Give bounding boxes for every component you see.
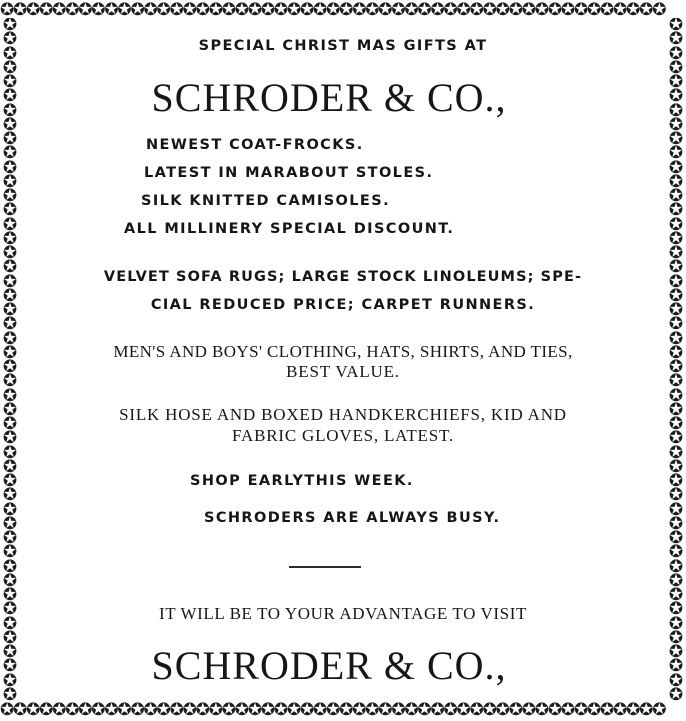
store-name-heading-top: SCHRODER & CO., [151,75,507,120]
furnishings-line-1: VELVET SOFA RUGS; LARGE STOCK LINOLEUMS; SPE- [103,269,583,285]
furnishings-line-2: CIAL REDUCED PRICE; CARPET RUNNERS. [150,297,536,313]
always-busy-line: SCHRODERS ARE ALWAYS BUSY. [204,510,501,526]
decorative-star-border-bottom: ✪✪✪✪✪✪✪✪✪✪✪✪✪✪✪✪✪✪✪✪✪✪✪✪✪✪✪✪✪✪✪✪✪✪✪✪✪✪✪✪✪✪✪✪✪✪✪✪✪✪✪ [0,700,666,720]
decorative-star-border-left: ✪ ✪ ✪ ✪ ✪ ✪ ✪ ✪ ✪ ✪ ✪ ✪ ✪ ✪ ✪ ✪ ✪ ✪ ✪ ✪ ✪ ✪ ✪ ✪ ✪ ✪ ✪ ✪ ✪ ✪ ✪ ✪ ✪ ✪ ✪ ✪ ✪ ✪ ✪ ✪ ✪ ✪ ✪ ✪ ✪ ✪ ✪ ✪ [2,18,18,702]
hosiery-line-2: FABRIC GLOVES, LATEST. [232,426,454,445]
item-marabout-stoles: LATEST IN MARABOUT STOLES. [144,165,434,181]
decorative-star-border-right: ✪ ✪ ✪ ✪ ✪ ✪ ✪ ✪ ✪ ✪ ✪ ✪ ✪ ✪ ✪ ✪ ✪ ✪ ✪ ✪ ✪ ✪ ✪ ✪ ✪ ✪ ✪ ✪ ✪ ✪ ✪ ✪ ✪ ✪ ✪ ✪ ✪ ✪ ✪ ✪ ✪ ✪ ✪ ✪ ✪ ✪ ✪ ✪ [668,18,684,702]
clothing-line-2: BEST VALUE. [286,362,400,381]
clothing-line-1: MEN'S AND BOYS' CLOTHING, HATS, SHIRTS, AND TIES, [113,342,573,361]
item-silk-camisoles: SILK KNITTED CAMISOLES. [141,193,390,209]
advantage-line: IT WILL BE TO YOUR ADVANTAGE TO VISIT [159,604,527,623]
store-name-heading-bottom: SCHRODER & CO., [151,643,507,688]
shop-early-line: SHOP EARLYTHIS WEEK. [190,473,414,489]
intro-line: SPECIAL CHRIST MAS GIFTS AT [198,38,488,54]
divider-rule [289,566,361,568]
decorative-star-border-top: ✪✪✪✪✪✪✪✪✪✪✪✪✪✪✪✪✪✪✪✪✪✪✪✪✪✪✪✪✪✪✪✪✪✪✪✪✪✪✪✪✪✪✪✪✪✪✪✪✪✪✪ [0,0,666,20]
hosiery-line-1: SILK HOSE AND BOXED HANDKERCHIEFS, KID AND [119,405,567,424]
item-millinery-discount: ALL MILLINERY SPECIAL DISCOUNT. [124,221,455,237]
item-coat-frocks: NEWEST COAT-FROCKS. [146,137,364,153]
